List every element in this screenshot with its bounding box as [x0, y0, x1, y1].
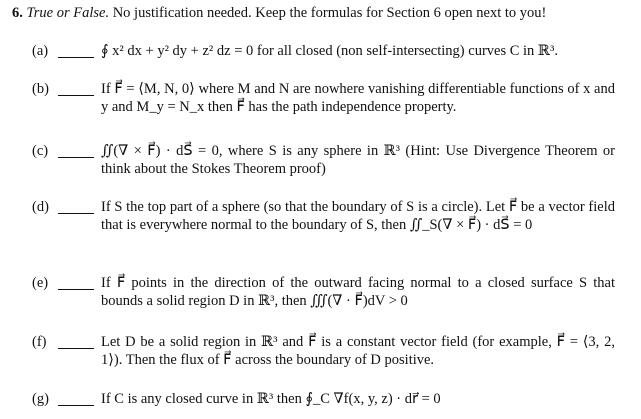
- answer-blank[interactable]: [58, 405, 94, 406]
- question-text: If S the top part of a sphere (so that the boundary of S is a circle). Let F⃗ be a vector field that is everywhere normal to the boundary of S, then ∬_S(∇ × F⃗) · dS⃗ = 0: [101, 199, 615, 233]
- answer-blank[interactable]: [58, 213, 94, 214]
- answer-blank[interactable]: [58, 157, 94, 158]
- answer-blank[interactable]: [58, 289, 94, 290]
- question-text: If C is any closed curve in ℝ³ then ∮_C ∇f(x, y, z) · dr⃗ = 0: [101, 391, 441, 407]
- question-letter: (e): [32, 275, 49, 291]
- question-letter: (f): [32, 334, 47, 350]
- answer-blank[interactable]: [58, 57, 94, 58]
- question-letter: (b): [32, 81, 49, 97]
- instruction-text: No justification needed. Keep the formulas for Section 6 open next to you!: [112, 5, 547, 21]
- question-text: Let D be a solid region in ℝ³ and F⃗ is a constant vector field (for example, F⃗ = ⟨3, 2, 1⟩). Then the flux of F⃗ across the boundary of D positive.: [101, 334, 615, 368]
- question-text: If F⃗ = ⟨M, N, 0⟩ where M and N are nowhere vanishing differentiable functions of x and y and M_y = N_x then F⃗ has the path independence property.: [101, 81, 615, 115]
- problem-header: [12, 4, 546, 22]
- question-text: If F⃗ points in the direction of the outward facing normal to a closed surface S that bounds a solid region D in ℝ³, then ∭(∇ · F⃗)dV > 0: [101, 275, 615, 309]
- true-false-label: True or False.: [26, 5, 110, 21]
- answer-blank[interactable]: [58, 95, 94, 96]
- answer-blank[interactable]: [58, 348, 94, 349]
- problem-number: 6.: [12, 5, 23, 21]
- question-letter: (g): [32, 391, 49, 407]
- question-letter: (a): [32, 43, 49, 59]
- question-text: ∮ x² dx + y² dy + z² dz = 0 for all closed (non self-intersecting) curves C in ℝ³.: [101, 43, 558, 59]
- question-text: ∬(∇ × F⃗) · dS⃗ = 0, where S is any sphere in ℝ³ (Hint: Use Divergence Theorem or think about the Stokes Theorem proof): [101, 143, 615, 177]
- question-letter: (d): [32, 199, 49, 215]
- question-letter: (c): [32, 143, 49, 159]
